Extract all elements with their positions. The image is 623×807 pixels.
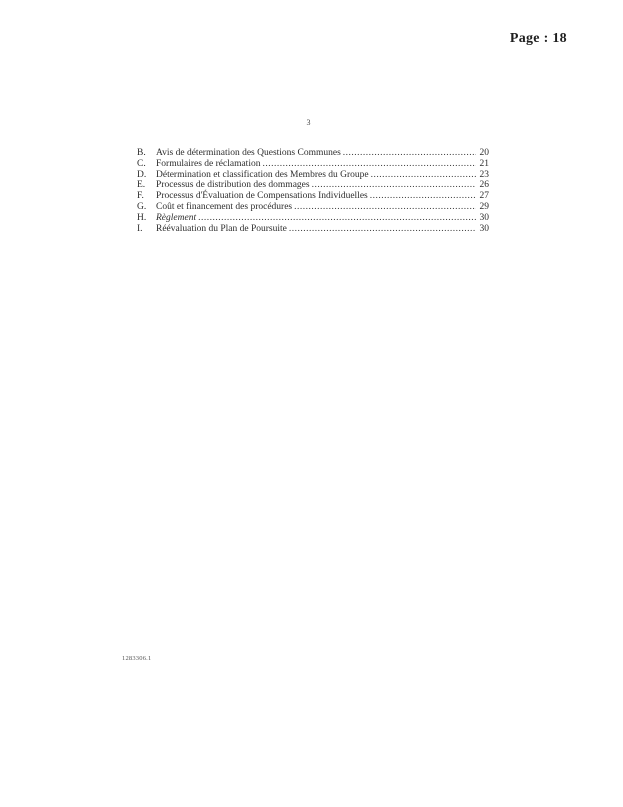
- toc-entry-title: Avis de détermination des Questions Communes: [156, 148, 341, 158]
- toc-entry-title: Règlement: [156, 212, 197, 223]
- toc-entry: [137, 191, 489, 202]
- toc-dot-leader: [294, 202, 476, 213]
- toc-entry-page-number: 23: [479, 169, 489, 180]
- toc-entry-page-number: 26: [479, 180, 489, 191]
- toc-entry: [137, 202, 489, 213]
- toc-dot-leader: [262, 159, 476, 170]
- toc-dot-leader: [198, 213, 476, 224]
- toc-entry-title: Processus d'Évaluation de Compensations Individuelles: [156, 191, 368, 202]
- toc-entry-page-number: 29: [479, 201, 489, 212]
- toc-entry: [137, 224, 489, 235]
- toc-entry-title: Réévaluation du Plan de Poursuite: [156, 223, 287, 234]
- toc-entry: [137, 159, 489, 170]
- toc-dot-leader: [371, 170, 476, 181]
- toc-dot-leader: [312, 180, 476, 191]
- page-header-label: Page : 18: [509, 31, 567, 46]
- toc-dot-leader: [343, 148, 476, 159]
- document-center-page-number: 3: [306, 118, 311, 127]
- toc-entry-title: Détermination et classification des Membres du Groupe: [156, 169, 369, 180]
- toc-entry-letter: E.: [137, 180, 146, 191]
- toc-entry-letter: I.: [137, 223, 143, 234]
- toc-entry: [137, 170, 489, 181]
- toc-entry: [137, 148, 489, 159]
- document-footer-id: 1283306.1: [122, 655, 152, 662]
- toc-dot-leader: [289, 224, 476, 235]
- toc-entry-title: Coût et financement des procédures: [156, 201, 293, 212]
- toc-entry-page-number: 30: [479, 212, 489, 223]
- toc-entry-page-number: 30: [479, 223, 489, 234]
- toc-entry-title: Formulaires de réclamation: [156, 158, 261, 169]
- toc-entry-letter: D.: [137, 169, 147, 180]
- toc-entry-page-number: 21: [479, 158, 489, 169]
- toc-entry: [137, 180, 489, 191]
- toc-entry-letter: C.: [137, 158, 146, 169]
- toc-entry-letter: B.: [137, 148, 146, 158]
- toc-entry: [137, 213, 489, 224]
- toc-entry-letter: F.: [137, 191, 144, 202]
- toc-entry-title: Processus de distribution des dommages: [156, 180, 310, 191]
- toc-entry-page-number: 20: [479, 148, 489, 158]
- toc-dot-leader: [370, 191, 476, 202]
- table-of-contents: [137, 148, 489, 234]
- toc-entry-letter: G.: [137, 201, 147, 212]
- toc-entry-page-number: 27: [479, 191, 489, 202]
- toc-entry-letter: H.: [137, 212, 147, 223]
